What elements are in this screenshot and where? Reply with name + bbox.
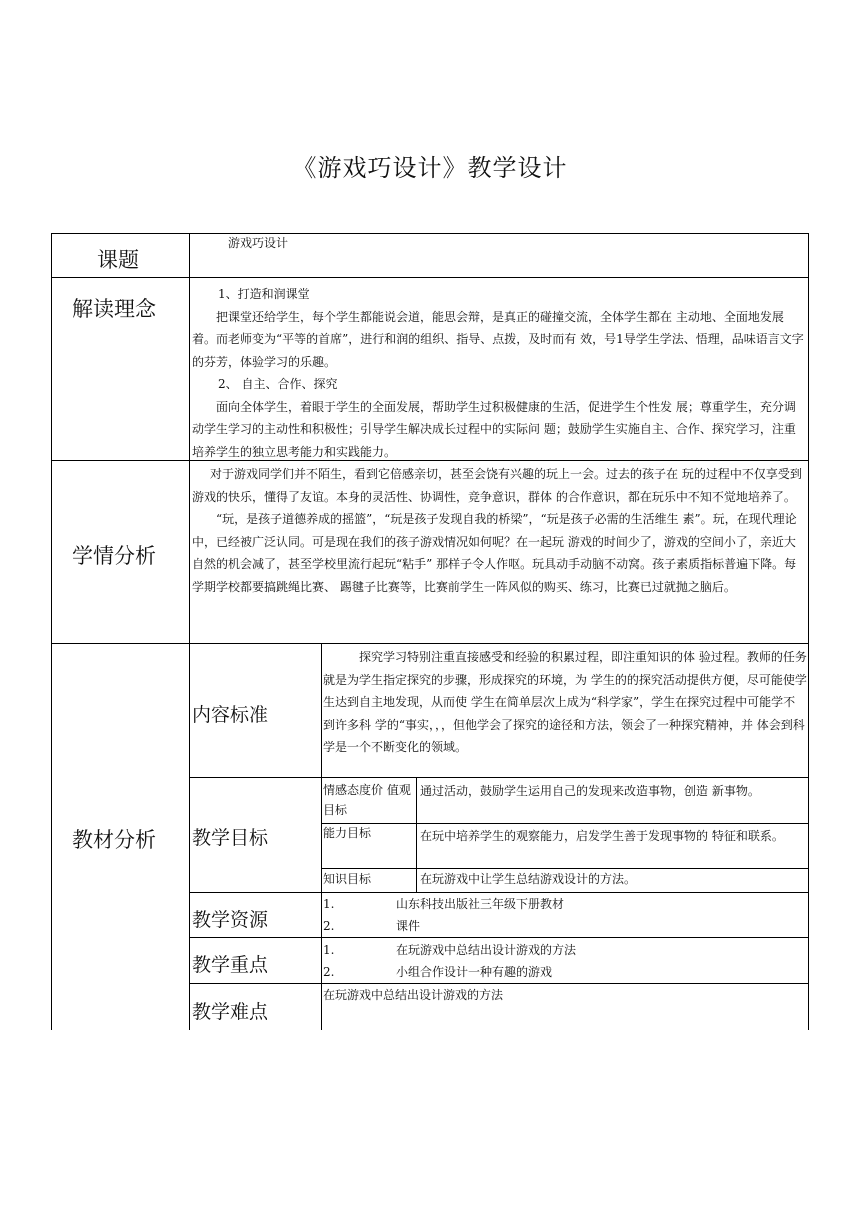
goal-name-attitude: 情感态度价 值观目标	[323, 783, 411, 817]
teaching-resources-label: 教学资源	[192, 909, 269, 931]
philosophy-heading-2: 2、 自主、合作、探究	[218, 377, 338, 391]
content-standard-label: 内容标准	[192, 704, 269, 726]
resource-num-2: 2.	[323, 919, 335, 933]
difficulty-text: 在玩游戏中总结出设计游戏的方法	[323, 988, 504, 1002]
goal-text-attitude: 通过活动，鼓励学生运用自己的发现来改造事物，创造 新事物。	[420, 784, 760, 798]
philosophy-text	[192, 283, 806, 463]
topic-value: 游戏巧设计	[228, 236, 289, 250]
philosophy-paragraph-2: 面向全体学生，着眼于学生的全面发展，帮助学生过积极健康的生活，促进学生个性发 展；尊重学生，充分调动学生学习的主动性和积极性；引导学生解决成长过程中的实际问 题；鼓励学生实施自主、合作、探究学习，注重培养学生的独立思考能力和实践能力。	[192, 399, 796, 459]
page-title: 《游戏巧设计》教学设计	[292, 154, 568, 182]
content-standard-text	[323, 646, 807, 759]
key-text-2: 小组合作设计一种有趣的游戏	[396, 965, 553, 979]
goal-text-ability: 在玩中培养学生的观察能力，启发学生善于发现事物的 特征和联系。	[420, 829, 784, 843]
key-text-1: 在玩游戏中总结出设计游戏的方法	[396, 943, 577, 957]
material-label: 教材分析	[72, 828, 156, 852]
analysis-paragraph-1: 对于游戏同学们并不陌生，看到它倍感亲切，甚至会饶有兴趣的玩上一会。过去的孩子在 玩的过程中不仅享受到游戏的快乐，懂得了友谊。本身的灵活性、协调性，竞争意识，群体 的合作意识，都在玩乐中不知不觉地培养了。	[192, 467, 802, 504]
resource-text-1: 山东科技出版社三年级下册教材	[396, 897, 565, 911]
philosophy-paragraph-1: 把课堂还给学生，每个学生都能说会道，能思会辩，是真正的碰撞交流，全体学生都在 主动地、全面地发展着。而老师变为“平等的首席”，进行和润的组织、指导、点拨，及时而有 效，号1导学生学法、悟理，品味语言文字的芬芳，体验学习的乐趣。	[192, 309, 804, 369]
analysis-text	[192, 463, 806, 598]
goal-text-knowledge: 在玩游戏中让学生总结游戏设计的方法。	[420, 872, 637, 886]
philosophy-label: 解读理念	[72, 297, 156, 321]
analysis-label: 学情分析	[72, 544, 156, 568]
key-num-1: 1.	[323, 943, 335, 957]
goal-name-knowledge: 知识目标	[323, 872, 372, 886]
resource-text-2: 课件	[396, 919, 421, 933]
content-standard-paragraph: 探究学习特别注重直接感受和经验的积累过程，即注重知识的体 验过程。教师的任务就是为学生指定探究的步骤，形成探究的环境，为 学生的的探究活动提供方便，尽可能使学生达到自主地发现，从而使 学生在简单层次上成为“科学家”，学生在探究过程中可能学不到许多科 学的“事实，，，但他学会了探究的途径和方法，领会了一种探究精神，并 体会到科学是一个不断变化的领域。	[323, 650, 807, 754]
teaching-goals-label: 教学目标	[192, 827, 269, 849]
topic-label: 课题	[97, 248, 139, 272]
key-num-2: 2.	[323, 965, 335, 979]
teaching-difficulty-label: 教学难点	[192, 1001, 269, 1023]
philosophy-heading-1: 1、打造和润课堂	[218, 287, 310, 301]
goal-name-ability: 能力目标	[323, 826, 372, 840]
teaching-key-label: 教学重点	[192, 954, 269, 976]
analysis-paragraph-2: “玩，是孩子道德养成的摇篮”，“玩是孩子发现自我的桥梁”，“玩是孩子必需的生活维生 素”。玩，在现代理论中，已经被广泛认同。可是现在我们的孩子游戏情况如何呢？在一起玩 游戏的时间少了，游戏的空间小了，亲近大自然的机会减了，甚至学校里流行起玩“粘手” 那样子令人作呕。玩具动手动脑不动窝。孩子素质指标普遍下降。每学期学校都要搞跳绳比赛、 踢毽子比赛等，比赛前学生一阵风似的购买、练习，比赛已过就抛之脑后。	[192, 512, 797, 594]
resource-num-1: 1.	[323, 897, 335, 911]
